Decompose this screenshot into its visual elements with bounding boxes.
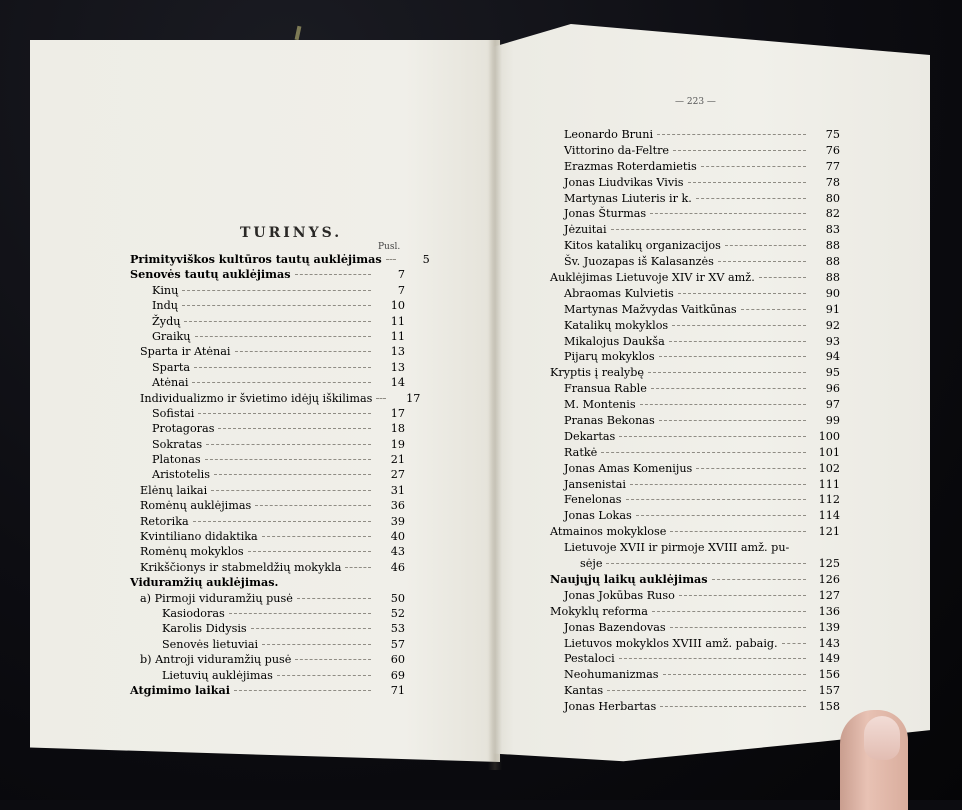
toc-entry-page: 139 xyxy=(818,620,840,634)
toc-entry-page: 69 xyxy=(390,668,405,682)
toc-entry-title: Martynas Liuteris ir k. xyxy=(564,191,692,205)
toc-entry-title: Krikščionys ir stabmeldžių mokykla xyxy=(140,560,342,574)
dot-leader xyxy=(782,643,806,644)
dot-leader xyxy=(218,428,371,429)
toc-entry xyxy=(550,524,840,540)
toc-entry-title: Platonas xyxy=(152,453,201,467)
toc-entry-title: Martynas Mažvydas Vaitkūnas xyxy=(564,302,737,316)
dot-leader xyxy=(670,531,806,532)
toc-entry-title: Erazmas Roterdamietis xyxy=(564,159,697,173)
toc-entry xyxy=(550,397,840,413)
toc-entry xyxy=(550,318,840,334)
toc-entry-title: Pranas Bekonas xyxy=(564,414,655,428)
toc-entry xyxy=(550,540,840,556)
toc-entry-title: Lietuvių auklėjimas xyxy=(162,668,273,682)
toc-entry-page: 50 xyxy=(390,591,405,605)
toc-entry-page: 83 xyxy=(825,223,840,237)
toc-entry-page: 57 xyxy=(390,637,405,651)
toc-entry xyxy=(130,529,405,544)
dot-leader xyxy=(660,706,806,707)
dot-leader xyxy=(673,150,806,151)
dot-leader xyxy=(205,459,371,460)
toc-entry-title: Jonas Šturmas xyxy=(564,207,647,221)
toc-entry-page: 143 xyxy=(818,636,840,650)
toc-entry xyxy=(130,360,405,375)
toc-entry-title: b) Antroji viduramžių pusė xyxy=(140,653,292,667)
toc-entry-title: Sparta ir Atėnai xyxy=(140,345,231,359)
toc-entry xyxy=(130,514,405,529)
toc-entry xyxy=(550,143,840,159)
toc-entry xyxy=(130,344,405,359)
toc-entry-page: 80 xyxy=(825,191,840,205)
toc-entry-page: 75 xyxy=(825,128,840,141)
toc-entry-title: Jansenistai xyxy=(564,477,626,491)
toc-entry-page: 82 xyxy=(825,207,840,221)
dot-leader xyxy=(192,382,371,383)
page-number-folio: — 223 — xyxy=(675,97,716,107)
dot-leader xyxy=(255,505,371,506)
dot-leader xyxy=(386,259,396,260)
toc-entry xyxy=(130,483,405,498)
toc-entry-title: Jonas Liudvikas Vivis xyxy=(564,175,684,189)
dot-leader xyxy=(701,166,806,167)
toc-entry-title: Jonas Lokas xyxy=(564,509,632,523)
toc-entry xyxy=(130,406,405,421)
toc-entry-page: 127 xyxy=(818,588,840,602)
toc-entry xyxy=(550,381,840,397)
dot-leader xyxy=(182,290,371,291)
toc-entry-page: 88 xyxy=(825,239,840,253)
toc-entry xyxy=(550,206,840,222)
dot-leader xyxy=(248,551,371,552)
toc-entry-page: 126 xyxy=(818,572,840,586)
toc-entry-page: 111 xyxy=(818,477,840,491)
toc-entry-page: 36 xyxy=(390,499,405,513)
toc-entry-page: 17 xyxy=(406,391,421,405)
dot-leader xyxy=(235,351,372,352)
dot-leader xyxy=(606,563,806,564)
toc-entry-page: 95 xyxy=(825,366,840,380)
toc-entry xyxy=(550,413,840,429)
toc-entry-title: Kinų xyxy=(152,283,179,297)
dot-leader xyxy=(657,134,806,135)
dot-leader xyxy=(626,499,806,500)
dot-leader xyxy=(659,356,806,357)
toc-entry xyxy=(550,508,840,524)
dot-leader xyxy=(184,321,371,322)
toc-entry-title: Elėnų laikai xyxy=(140,483,208,497)
dot-leader xyxy=(182,305,371,306)
toc-entry-title: a) Pirmoji viduramžių pusė xyxy=(140,591,293,605)
toc-entry-title: Šv. Juozapas iš Kalasanzės xyxy=(564,255,714,269)
toc-entry xyxy=(550,270,840,286)
toc-entry xyxy=(130,391,421,406)
toc-entry-page: 78 xyxy=(825,175,840,189)
dot-leader xyxy=(211,490,371,491)
dot-leader xyxy=(663,674,806,675)
dot-leader xyxy=(696,198,806,199)
dot-leader xyxy=(295,274,371,275)
toc-entry-page: 21 xyxy=(390,453,405,467)
toc-entry-title: Naujųjų laikų auklėjimas xyxy=(550,571,708,586)
toc-entry-page: 99 xyxy=(825,414,840,428)
toc-left-column xyxy=(130,252,430,698)
toc-entry-page: 92 xyxy=(825,318,840,332)
dot-leader xyxy=(669,341,806,342)
dot-leader xyxy=(652,611,806,612)
toc-entry xyxy=(550,651,840,667)
toc-entry-page: 27 xyxy=(390,468,405,482)
toc-entry-title: Vittorino da-Feltre xyxy=(564,143,670,157)
toc-entry-page: 13 xyxy=(390,345,405,359)
toc-entry xyxy=(130,498,405,513)
dot-leader xyxy=(636,515,806,516)
toc-entry-title: Mikalojus Daukša xyxy=(564,334,665,348)
toc-entry-page: 97 xyxy=(825,398,840,412)
toc-entry xyxy=(550,636,840,652)
toc-entry xyxy=(130,467,405,482)
dot-leader xyxy=(234,690,371,691)
thumbnail-nail xyxy=(864,716,900,760)
dot-leader xyxy=(195,336,371,337)
dot-leader xyxy=(198,413,371,414)
toc-entry xyxy=(130,575,405,590)
toc-entry-title: Senovės lietuviai xyxy=(162,637,259,651)
toc-entry-title: Indų xyxy=(152,299,178,313)
toc-entry-page: 19 xyxy=(390,437,405,451)
toc-entry xyxy=(130,283,405,298)
toc-entry-page: 7 xyxy=(397,283,405,297)
dot-leader xyxy=(725,245,806,246)
toc-entry xyxy=(550,683,840,699)
toc-entry-title: Individualizmo ir švietimo idėjų iškilimas xyxy=(140,391,373,405)
dot-leader xyxy=(297,598,371,599)
toc-entry-page: 13 xyxy=(390,360,405,374)
toc-entry-title: Jonas Jokūbas Ruso xyxy=(564,588,675,602)
toc-entry-page: 52 xyxy=(390,606,405,620)
toc-entry xyxy=(130,252,430,267)
toc-entry-title: Romėnų auklėjimas xyxy=(140,499,252,513)
toc-entry-title: Lietuvos mokyklos XVIII amž. pabaig. xyxy=(564,636,778,650)
toc-entry-title: Jėzuitai xyxy=(564,223,607,237)
toc-entry-page: 18 xyxy=(390,422,405,436)
dot-leader xyxy=(672,325,806,326)
toc-entry-page: 93 xyxy=(825,334,840,348)
toc-entry-title: Kitos katalikų organizacijos xyxy=(564,239,721,253)
toc-entry-title: Kasiodoras xyxy=(162,606,225,620)
dot-leader xyxy=(376,398,386,399)
dot-leader xyxy=(679,595,806,596)
toc-entry-title: M. Montenis xyxy=(564,398,636,412)
toc-entry xyxy=(130,329,405,344)
toc-entry xyxy=(550,604,840,620)
dot-leader xyxy=(251,628,371,629)
toc-entry-title: Pestaloci xyxy=(564,652,615,666)
dot-leader xyxy=(206,444,371,445)
toc-entry xyxy=(550,254,840,270)
toc-entry-page: 136 xyxy=(818,604,840,618)
toc-entry xyxy=(130,560,405,575)
toc-entry xyxy=(130,375,405,390)
toc-entry-title: Jonas Herbartas xyxy=(564,700,657,714)
toc-entry-page: 91 xyxy=(825,302,840,316)
toc-entry-title: Fransua Rable xyxy=(564,382,647,396)
toc-entry-page: 31 xyxy=(390,483,405,497)
toc-entry-title: Atgimimo laikai xyxy=(130,682,231,697)
toc-entry-title: Atmainos mokyklose xyxy=(550,525,667,539)
dot-leader xyxy=(262,536,371,537)
toc-entry xyxy=(550,238,840,254)
toc-entry-page: 43 xyxy=(390,545,405,559)
toc-entry-title: Leonardo Bruni xyxy=(564,128,654,141)
toc-entry-page: 76 xyxy=(825,143,840,157)
toc-entry-title: Aristotelis xyxy=(152,468,210,482)
toc-entry xyxy=(130,621,405,636)
toc-entry-page: 101 xyxy=(818,445,840,459)
toc-entry-page: 157 xyxy=(818,684,840,698)
toc-entry xyxy=(550,699,840,715)
dot-leader xyxy=(640,404,806,405)
toc-entry-title: Sparta xyxy=(152,360,191,374)
toc-entry xyxy=(550,556,840,572)
toc-entry-page: 88 xyxy=(825,255,840,269)
toc-entry-title: Protagoras xyxy=(152,422,215,436)
toc-entry-page: 156 xyxy=(818,668,840,682)
toc-entry-page: 121 xyxy=(818,525,840,539)
toc-entry xyxy=(550,620,840,636)
toc-entry-title: Primityviškos kultūros tautų auklėjimas xyxy=(130,252,382,266)
toc-entry xyxy=(130,314,405,329)
toc-entry xyxy=(550,492,840,508)
toc-entry xyxy=(130,421,405,436)
toc-entry-title: Karolis Didysis xyxy=(162,622,247,636)
toc-entry-title: Graikų xyxy=(152,329,191,343)
dot-leader xyxy=(688,182,806,183)
toc-entry-title: Jonas Amas Komenijus xyxy=(564,461,693,475)
toc-entry-page: 125 xyxy=(818,557,840,571)
toc-entry-page: 114 xyxy=(818,509,840,523)
toc-entry xyxy=(550,365,840,381)
toc-entry-title: Ratkė xyxy=(564,445,598,459)
toc-entry-page: 88 xyxy=(825,271,840,285)
toc-entry-title: Dekartas xyxy=(564,429,616,443)
toc-entry-title: Auklėjimas Lietuvoje XIV ir XV amž. xyxy=(550,271,755,285)
toc-title: TURINYS. xyxy=(240,225,343,241)
toc-entry xyxy=(130,298,405,313)
toc-entry-page: 100 xyxy=(818,429,840,443)
dot-leader xyxy=(630,484,806,485)
toc-entry-page: 102 xyxy=(818,461,840,475)
toc-entry xyxy=(130,637,405,652)
dot-leader xyxy=(648,372,806,373)
toc-entry xyxy=(130,544,405,559)
dot-leader xyxy=(214,474,371,475)
toc-entry-title: Mokyklų reforma xyxy=(550,604,648,618)
page-column-header: Pusl. xyxy=(378,242,401,252)
dot-leader xyxy=(262,644,371,645)
dot-leader xyxy=(619,658,806,659)
toc-entry-title: Sofistai xyxy=(152,406,195,420)
dot-leader xyxy=(651,388,806,389)
dot-leader xyxy=(619,436,806,437)
toc-entry-page: 71 xyxy=(390,683,405,697)
dot-leader xyxy=(718,261,806,262)
toc-entry-title: Viduramžių auklėjimas. xyxy=(130,575,279,590)
toc-entry-title: Senovės tautų auklėjimas xyxy=(130,267,291,282)
dot-leader xyxy=(696,468,806,469)
toc-entry-title: Atėnai xyxy=(152,376,189,390)
toc-entry-page: 77 xyxy=(825,159,840,173)
toc-entry xyxy=(550,445,840,461)
toc-entry-page: 7 xyxy=(397,268,405,282)
dot-leader xyxy=(678,293,806,294)
toc-entry-title: Jonas Bazendovas xyxy=(564,620,666,634)
toc-entry xyxy=(130,683,405,698)
toc-entry-page: 17 xyxy=(390,406,405,420)
toc-entry-page: 112 xyxy=(818,493,840,507)
toc-entry xyxy=(550,127,840,143)
toc-entry-title: Kryptis į realybę xyxy=(550,366,645,380)
toc-entry xyxy=(130,606,405,621)
toc-entry xyxy=(550,667,840,683)
toc-entry xyxy=(130,668,405,683)
toc-entry-title: Romėnų mokyklos xyxy=(140,545,244,559)
dot-leader xyxy=(650,213,806,214)
toc-entry-title: sėje xyxy=(580,557,603,571)
toc-entry-page: 96 xyxy=(825,382,840,396)
toc-entry xyxy=(550,222,840,238)
dot-leader xyxy=(194,367,371,368)
toc-entry-title: Katalikų mokyklos xyxy=(564,318,669,332)
dot-leader xyxy=(607,690,806,691)
toc-entry-page: 5 xyxy=(422,253,430,266)
dot-leader xyxy=(611,229,806,230)
toc-entry-page: 60 xyxy=(390,653,405,667)
toc-entry-page: 11 xyxy=(390,314,405,328)
toc-entry-page: 94 xyxy=(825,350,840,364)
toc-entry-title: Kvintiliano didaktika xyxy=(140,530,258,544)
toc-entry xyxy=(550,334,840,350)
toc-entry xyxy=(130,652,405,667)
toc-entry xyxy=(550,461,840,477)
toc-entry xyxy=(550,175,840,191)
dot-leader xyxy=(712,579,806,580)
book-gutter xyxy=(488,40,502,770)
toc-entry xyxy=(550,286,840,302)
toc-entry-page: 90 xyxy=(825,286,840,300)
toc-right-column xyxy=(550,127,840,715)
dot-leader xyxy=(345,567,371,568)
toc-entry-page: 158 xyxy=(818,700,840,714)
dot-leader xyxy=(741,309,806,310)
dot-leader xyxy=(601,452,806,453)
toc-entry-title: Lietuvoje XVII ir pirmoje XVIII amž. pu- xyxy=(564,541,790,555)
dot-leader xyxy=(295,659,371,660)
toc-entry xyxy=(550,572,840,588)
toc-entry-page: 40 xyxy=(390,530,405,544)
toc-entry xyxy=(550,429,840,445)
toc-entry-title: Pijarų mokyklos xyxy=(564,350,655,364)
toc-entry-page: 39 xyxy=(390,514,405,528)
dot-leader xyxy=(277,675,371,676)
toc-entry-page: 11 xyxy=(390,329,405,343)
toc-entry-title: Abraomas Kulvietis xyxy=(564,286,674,300)
dot-leader xyxy=(229,613,371,614)
dot-leader xyxy=(659,420,806,421)
toc-entry xyxy=(550,191,840,207)
dot-leader xyxy=(670,627,806,628)
dot-leader xyxy=(759,277,806,278)
toc-entry-title: Kantas xyxy=(564,684,604,698)
toc-entry-title: Neohumanizmas xyxy=(564,668,659,682)
toc-entry xyxy=(550,588,840,604)
toc-entry-title: Žydų xyxy=(152,314,181,328)
toc-entry xyxy=(550,302,840,318)
toc-entry xyxy=(550,349,840,365)
toc-entry xyxy=(550,477,840,493)
toc-entry xyxy=(130,437,405,452)
toc-entry-title: Fenelonas xyxy=(564,493,622,507)
toc-entry-page: 46 xyxy=(390,560,405,574)
toc-entry-title: Retorika xyxy=(140,514,189,528)
toc-entry-title: Sokratas xyxy=(152,437,203,451)
toc-entry xyxy=(130,591,405,606)
toc-entry xyxy=(130,267,405,282)
toc-entry-page: 53 xyxy=(390,622,405,636)
toc-entry-page: 14 xyxy=(390,376,405,390)
toc-entry xyxy=(130,452,405,467)
toc-entry-page: 149 xyxy=(818,652,840,666)
toc-entry xyxy=(550,159,840,175)
dot-leader xyxy=(193,521,371,522)
toc-entry-page: 10 xyxy=(390,299,405,313)
